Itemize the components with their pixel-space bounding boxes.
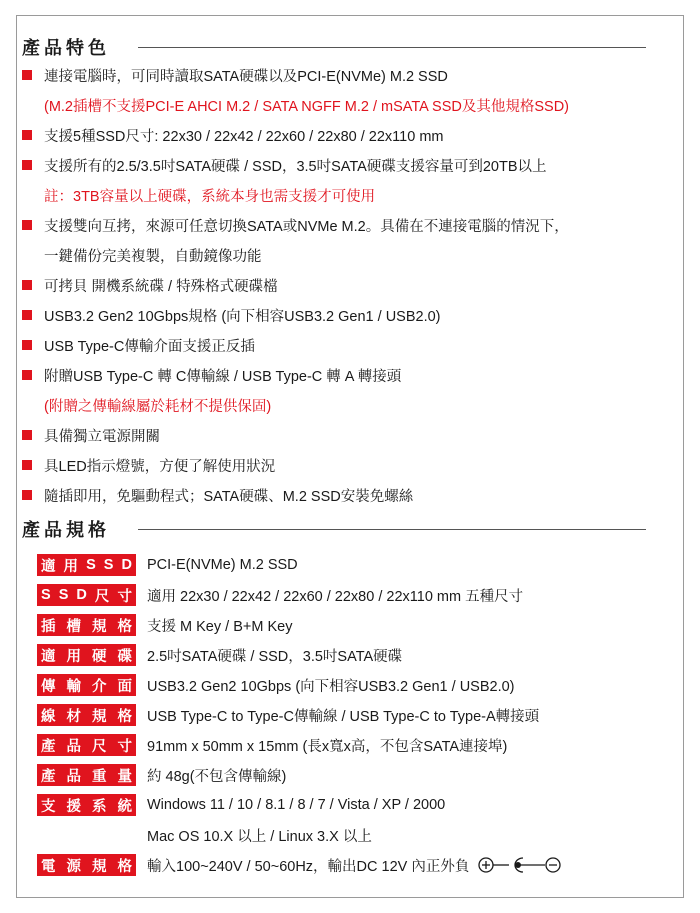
feature-note: (附贈之傳輸線屬於耗材不提供保固) xyxy=(44,398,272,415)
spec-value xyxy=(147,855,573,876)
square-bullet-icon xyxy=(22,490,32,500)
spec-value-text: 91mm x 50mm x 15mm (長x寬x高，不包含SATA連接埠) xyxy=(147,738,508,755)
features-divider xyxy=(138,47,646,48)
spec-value xyxy=(147,645,402,666)
spec-label: 產 品 重 量 xyxy=(37,764,136,786)
square-bullet-icon xyxy=(22,370,32,380)
square-bullet-icon xyxy=(22,160,32,170)
feature-text: 支援5種SSD尺寸: 22x30 / 22x42 / 22x60 / 22x80 / 22x110 mm xyxy=(44,128,444,145)
spec-row xyxy=(37,613,292,637)
spec-value-text: USB Type-C to Type-C傳輸線 / USB Type-C to Type-A轉接頭 xyxy=(147,708,540,725)
feature-note: 註：3TB容量以上硬碟，系統本身也需支援才可使用 xyxy=(44,188,376,205)
spec-label: 插 槽 規 格 xyxy=(37,614,136,636)
feature-line xyxy=(22,420,672,450)
feature-item xyxy=(22,420,672,450)
spec-row xyxy=(37,643,402,667)
feature-text: 附贈USB Type-C 轉 C傳輸線 / USB Type-C 轉 A 轉接頭 xyxy=(44,368,402,385)
spec-value xyxy=(147,557,298,573)
spec-row xyxy=(37,703,539,727)
spec-value-text: PCI-E(NVMe) M.2 SSD xyxy=(147,557,298,573)
spec-value-text: USB3.2 Gen2 10Gbps (向下相容USB3.2 Gen1 / USB2.0) xyxy=(147,678,515,695)
square-bullet-icon xyxy=(22,430,32,440)
spec-value xyxy=(147,797,445,813)
spec-value-text: 支援 M Key / B+M Key xyxy=(147,618,293,635)
spec-row xyxy=(37,853,573,877)
specs-title: 產品規格 xyxy=(22,520,110,540)
spec-label: 線 材 規 格 xyxy=(37,704,136,726)
feature-item xyxy=(22,120,672,150)
feature-text: 連接電腦時，可同時讀取SATA硬碟以及PCI-E(NVMe) M.2 SSD xyxy=(44,68,448,85)
feature-line xyxy=(22,300,672,330)
feature-note: (M.2插槽不支援PCI-E AHCI M.2 / SATA NGFF M.2 / mSATA SSD及其他規格SSD) xyxy=(44,98,570,115)
spec-label: S S D 尺 寸 xyxy=(37,584,136,606)
feature-item xyxy=(22,480,672,510)
spec-value xyxy=(147,585,523,606)
feature-item xyxy=(22,150,672,210)
square-bullet-icon xyxy=(22,340,32,350)
feature-item xyxy=(22,360,672,420)
feature-text: 可拷貝 開機系統碟 / 特殊格式硬碟檔 xyxy=(44,278,278,295)
feature-text: 支援雙向互拷，來源可任意切換SATA或NVMe M.2。具備在不連接電腦的情況下， xyxy=(44,218,569,235)
spec-row xyxy=(37,793,445,817)
spec-label: 適 用 硬 碟 xyxy=(37,644,136,666)
spec-label: 支 援 系 統 xyxy=(37,794,136,816)
feature-line xyxy=(22,150,672,180)
square-bullet-icon xyxy=(22,280,32,290)
feature-item xyxy=(22,300,672,330)
spec-value-text: Mac OS 10.X 以上 / Linux 3.X 以上 xyxy=(147,828,372,845)
spec-row xyxy=(37,733,507,757)
feature-item xyxy=(22,270,672,300)
feature-text: USB Type-C傳輸介面支援正反插 xyxy=(44,338,255,355)
spec-value xyxy=(147,705,539,726)
feature-text: 支援所有的2.5/3.5吋SATA硬碟 / SSD，3.5吋SATA硬碟支援容量可到20TB以上 xyxy=(44,158,547,175)
spec-value-text: 2.5吋SATA硬碟 / SSD，3.5吋SATA硬碟 xyxy=(147,648,403,665)
square-bullet-icon xyxy=(22,310,32,320)
spec-value xyxy=(147,765,286,786)
feature-item xyxy=(22,210,672,270)
feature-line xyxy=(22,330,672,360)
spec-value xyxy=(147,615,292,636)
spec-row xyxy=(37,553,298,577)
feature-text: 隨插即用，免驅動程式；SATA硬碟、M.2 SSD安裝免螺絲 xyxy=(44,488,414,505)
feature-line xyxy=(22,60,672,90)
square-bullet-icon xyxy=(22,220,32,230)
feature-item xyxy=(22,450,672,480)
feature-line xyxy=(22,120,672,150)
feature-line xyxy=(22,360,672,390)
feature-line xyxy=(22,210,672,240)
square-bullet-icon xyxy=(22,130,32,140)
spec-value-text: 適用 22x30 / 22x42 / 22x60 / 22x80 / 22x110 mm 五種尺寸 xyxy=(147,588,524,605)
center-positive-polarity-icon xyxy=(477,855,573,875)
spec-label: 產 品 尺 寸 xyxy=(37,734,136,756)
spec-value-text: 輸入100~240V / 50~60Hz，輸出DC 12V 內正外負 xyxy=(147,858,470,875)
feature-item xyxy=(22,330,672,360)
feature-text: 具備獨立電源開關 xyxy=(44,428,160,445)
feature-line xyxy=(22,480,672,510)
square-bullet-icon xyxy=(22,460,32,470)
feature-line xyxy=(22,270,672,300)
spec-value-text: Windows 11 / 10 / 8.1 / 8 / 7 / Vista / XP / 2000 xyxy=(147,797,446,813)
feature-text: USB3.2 Gen2 10Gbps規格 (向下相容USB3.2 Gen1 / USB2.0) xyxy=(44,308,441,325)
feature-continuation: 一鍵備份完美複製，自動鏡像功能 xyxy=(44,248,262,265)
spec-value-text: 約 48g(不包含傳輸線) xyxy=(147,768,287,785)
spec-row xyxy=(37,763,286,787)
feature-text: 具LED指示燈號，方便了解使用狀況 xyxy=(44,458,276,475)
spec-row xyxy=(37,583,523,607)
spec-value xyxy=(147,735,507,756)
specs-divider xyxy=(138,529,646,530)
spec-label: 傳 輸 介 面 xyxy=(37,674,136,696)
spec-row xyxy=(37,823,372,847)
spec-label: 電 源 規 格 xyxy=(37,854,136,876)
features-title: 產品特色 xyxy=(22,38,110,58)
feature-line xyxy=(22,450,672,480)
spec-value xyxy=(147,825,372,846)
spec-value xyxy=(147,675,515,696)
feature-item xyxy=(22,60,672,120)
spec-label: 適 用 S S D xyxy=(37,554,136,576)
square-bullet-icon xyxy=(22,70,32,80)
spec-row xyxy=(37,673,515,697)
